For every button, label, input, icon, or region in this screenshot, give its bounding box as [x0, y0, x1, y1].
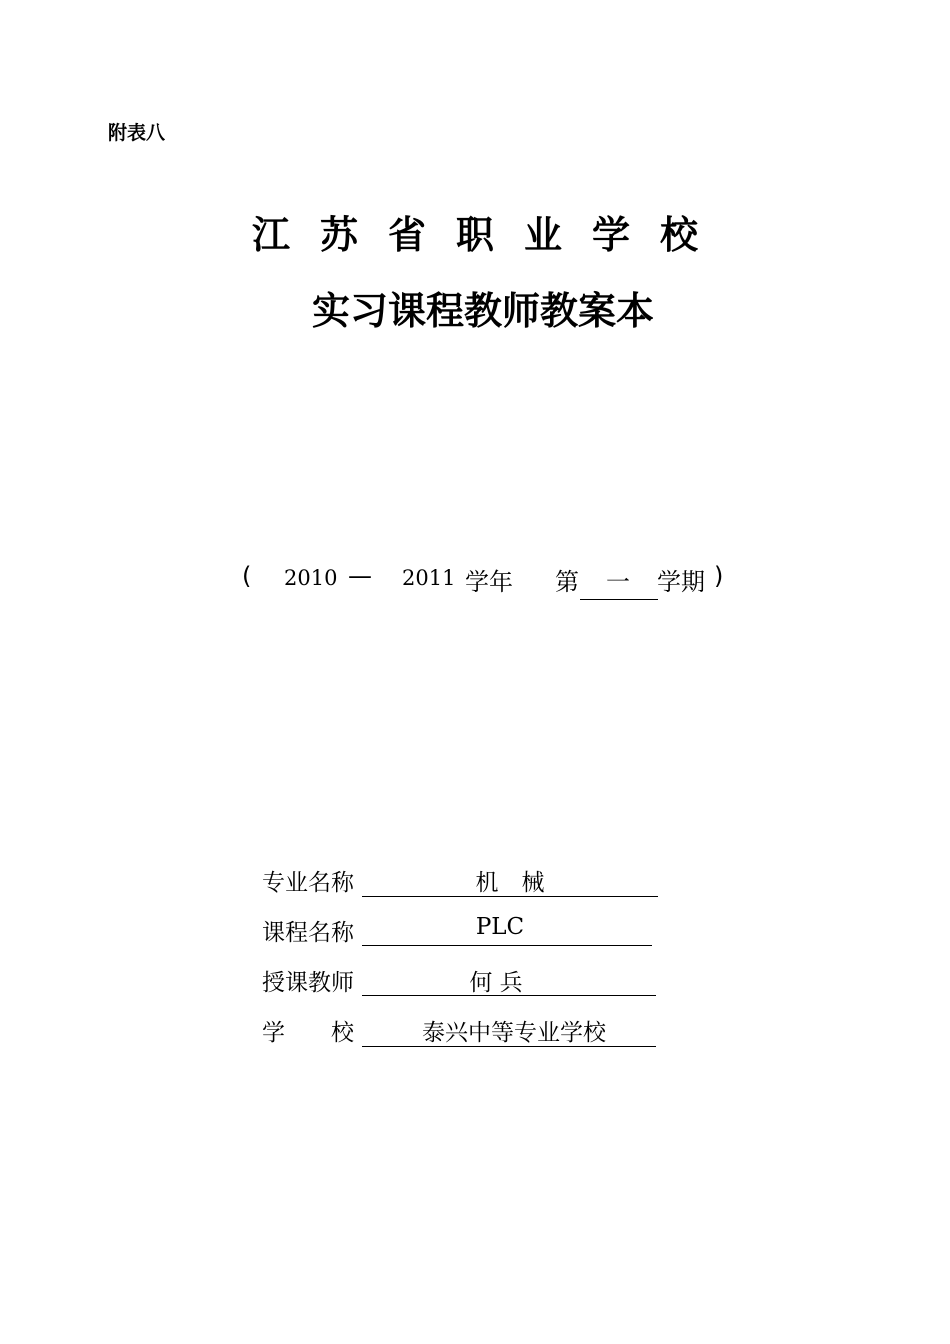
field-value: PLC — [475, 914, 525, 940]
open-paren: ( — [242, 562, 252, 590]
year-suffix: 学年 — [465, 568, 513, 596]
close-paren: ) — [714, 562, 724, 590]
field-label: 课程名称 — [262, 920, 354, 946]
semester-suffix: 学期 — [657, 568, 705, 596]
field-underline — [362, 896, 658, 897]
year-dash: — — [348, 562, 372, 590]
field-value: 泰兴中等专业学校 — [422, 1020, 606, 1046]
semester-number: 一 — [606, 568, 630, 596]
field-underline — [362, 1046, 656, 1047]
appendix-label: 附表八 — [108, 122, 166, 144]
school-title: 江苏省职业学校 — [252, 213, 729, 257]
field-value: 何 兵 — [469, 970, 523, 996]
ordinal-prefix: 第 — [555, 568, 579, 596]
field-underline — [362, 945, 652, 946]
end-year: 2011 — [402, 566, 456, 590]
field-label: 授课教师 — [262, 970, 354, 996]
start-year: 2010 — [284, 566, 338, 590]
semester-underline — [580, 599, 658, 600]
field-value: 机 械 — [475, 870, 545, 896]
document-title: 实习课程教师教案本 — [312, 289, 655, 333]
field-label: 学 校 — [262, 1020, 354, 1046]
field-underline — [362, 995, 656, 996]
field-label: 专业名称 — [262, 870, 354, 896]
